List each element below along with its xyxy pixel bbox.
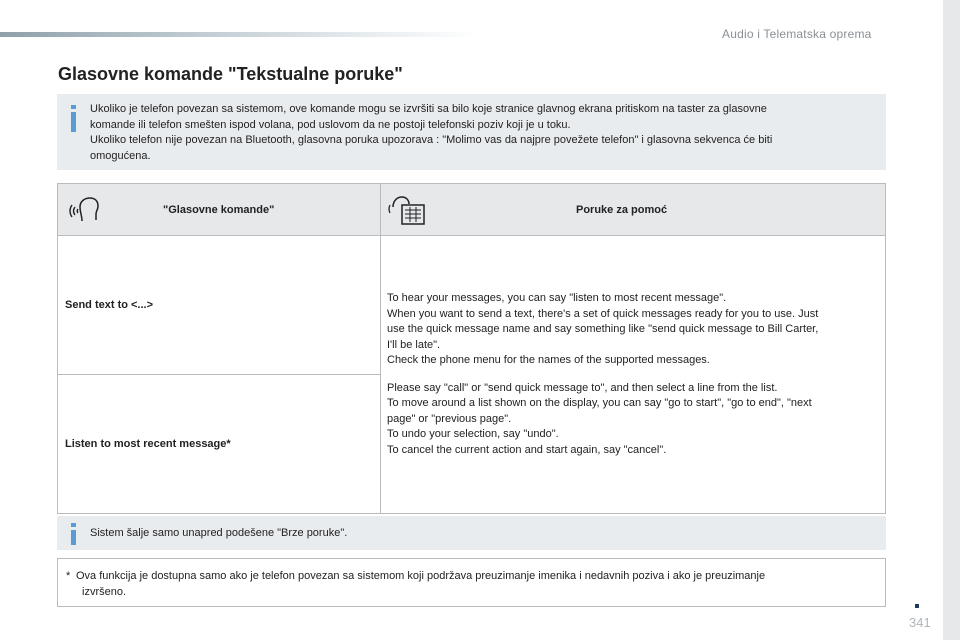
- page-edge-bar: [943, 0, 960, 640]
- info-line: Ukoliko telefon nije povezan na Bluetooth, glasovna poruka upozorava : "Molimo vas da najpre povežete telefon" i glasovna sekvenca će biti: [90, 134, 773, 146]
- table-header-commands: [58, 184, 381, 236]
- footnote-line: izvršeno.: [82, 586, 127, 598]
- help-line: To hear your messages, you can say "listen to most recent message".: [387, 292, 727, 304]
- help-line: Check the phone menu for the names of the supported messages.: [387, 354, 710, 366]
- page-number: 341: [909, 615, 931, 630]
- footnote-marker: *: [66, 570, 71, 582]
- info-icon-dot: [71, 523, 76, 527]
- help-line: When you want to send a text, there's a set of quick messages ready for you to use. Just: [387, 307, 819, 320]
- page-title: Glasovne komande "Tekstualne poruke": [58, 64, 403, 84]
- command-listen-recent: Listen to most recent message*: [65, 438, 231, 450]
- voice-command-icon: [65, 190, 105, 230]
- info-icon-dot: [71, 105, 76, 109]
- page-marker-dot: [915, 604, 919, 608]
- table-header-help: [381, 184, 886, 236]
- info-line: omogućena.: [90, 149, 151, 162]
- col-header-commands: "Glasovne komande": [163, 203, 275, 216]
- footnote-box: [57, 558, 886, 607]
- voice-commands-table: [57, 183, 886, 514]
- help-message-icon: [388, 190, 428, 230]
- help-line: I'll be late".: [387, 338, 441, 351]
- info-line: komande ili telefon smešten ispod volana, pod uslovom da ne postoji telefonski poziv koji je u toku.: [90, 118, 571, 131]
- info-text-bottom: Sistem šalje samo unapred podešene "Brze poruke".: [90, 527, 348, 539]
- section-title: Audio i Telematska oprema: [722, 27, 872, 41]
- info-line: Ukoliko je telefon povezan sa sistemom, ove komande mogu se izvršiti sa bilo koje stranice glavnog ekrana pritiskom na taster za glasovne: [90, 103, 767, 115]
- help-line: page" or "previous page".: [387, 412, 512, 425]
- info-text-top: [90, 102, 880, 164]
- header-gradient-bar: [0, 32, 480, 37]
- footnote-line: Ova funkcija je dostupna samo ako je telefon povezan sa sistemom koji podržava preuzimanje imenika i nedavnih poziva i ako je preuzimanje: [76, 570, 766, 582]
- command-send-text: Send text to <...>: [65, 299, 154, 311]
- help-line: To undo your selection, say "undo".: [387, 428, 559, 440]
- help-cell: [381, 236, 886, 514]
- info-box-bottom: [57, 516, 886, 550]
- info-icon: [71, 112, 76, 132]
- help-line: To cancel the current action and start again, say "cancel".: [387, 443, 667, 456]
- info-box-top: [57, 94, 886, 170]
- help-line: use the quick message name and say something like "send quick message to Bill Carter,: [387, 323, 819, 335]
- info-icon: [71, 530, 76, 545]
- footnote-text: [76, 568, 875, 600]
- table-row: [58, 375, 381, 514]
- help-line: Please say "call" or "send quick message to", and then select a line from the list.: [387, 381, 778, 394]
- table-row: [58, 236, 381, 375]
- help-line: To move around a list shown on the display, you can say "go to start", "go to end", "next: [387, 397, 812, 409]
- col-header-help: Poruke za pomoć: [576, 203, 668, 216]
